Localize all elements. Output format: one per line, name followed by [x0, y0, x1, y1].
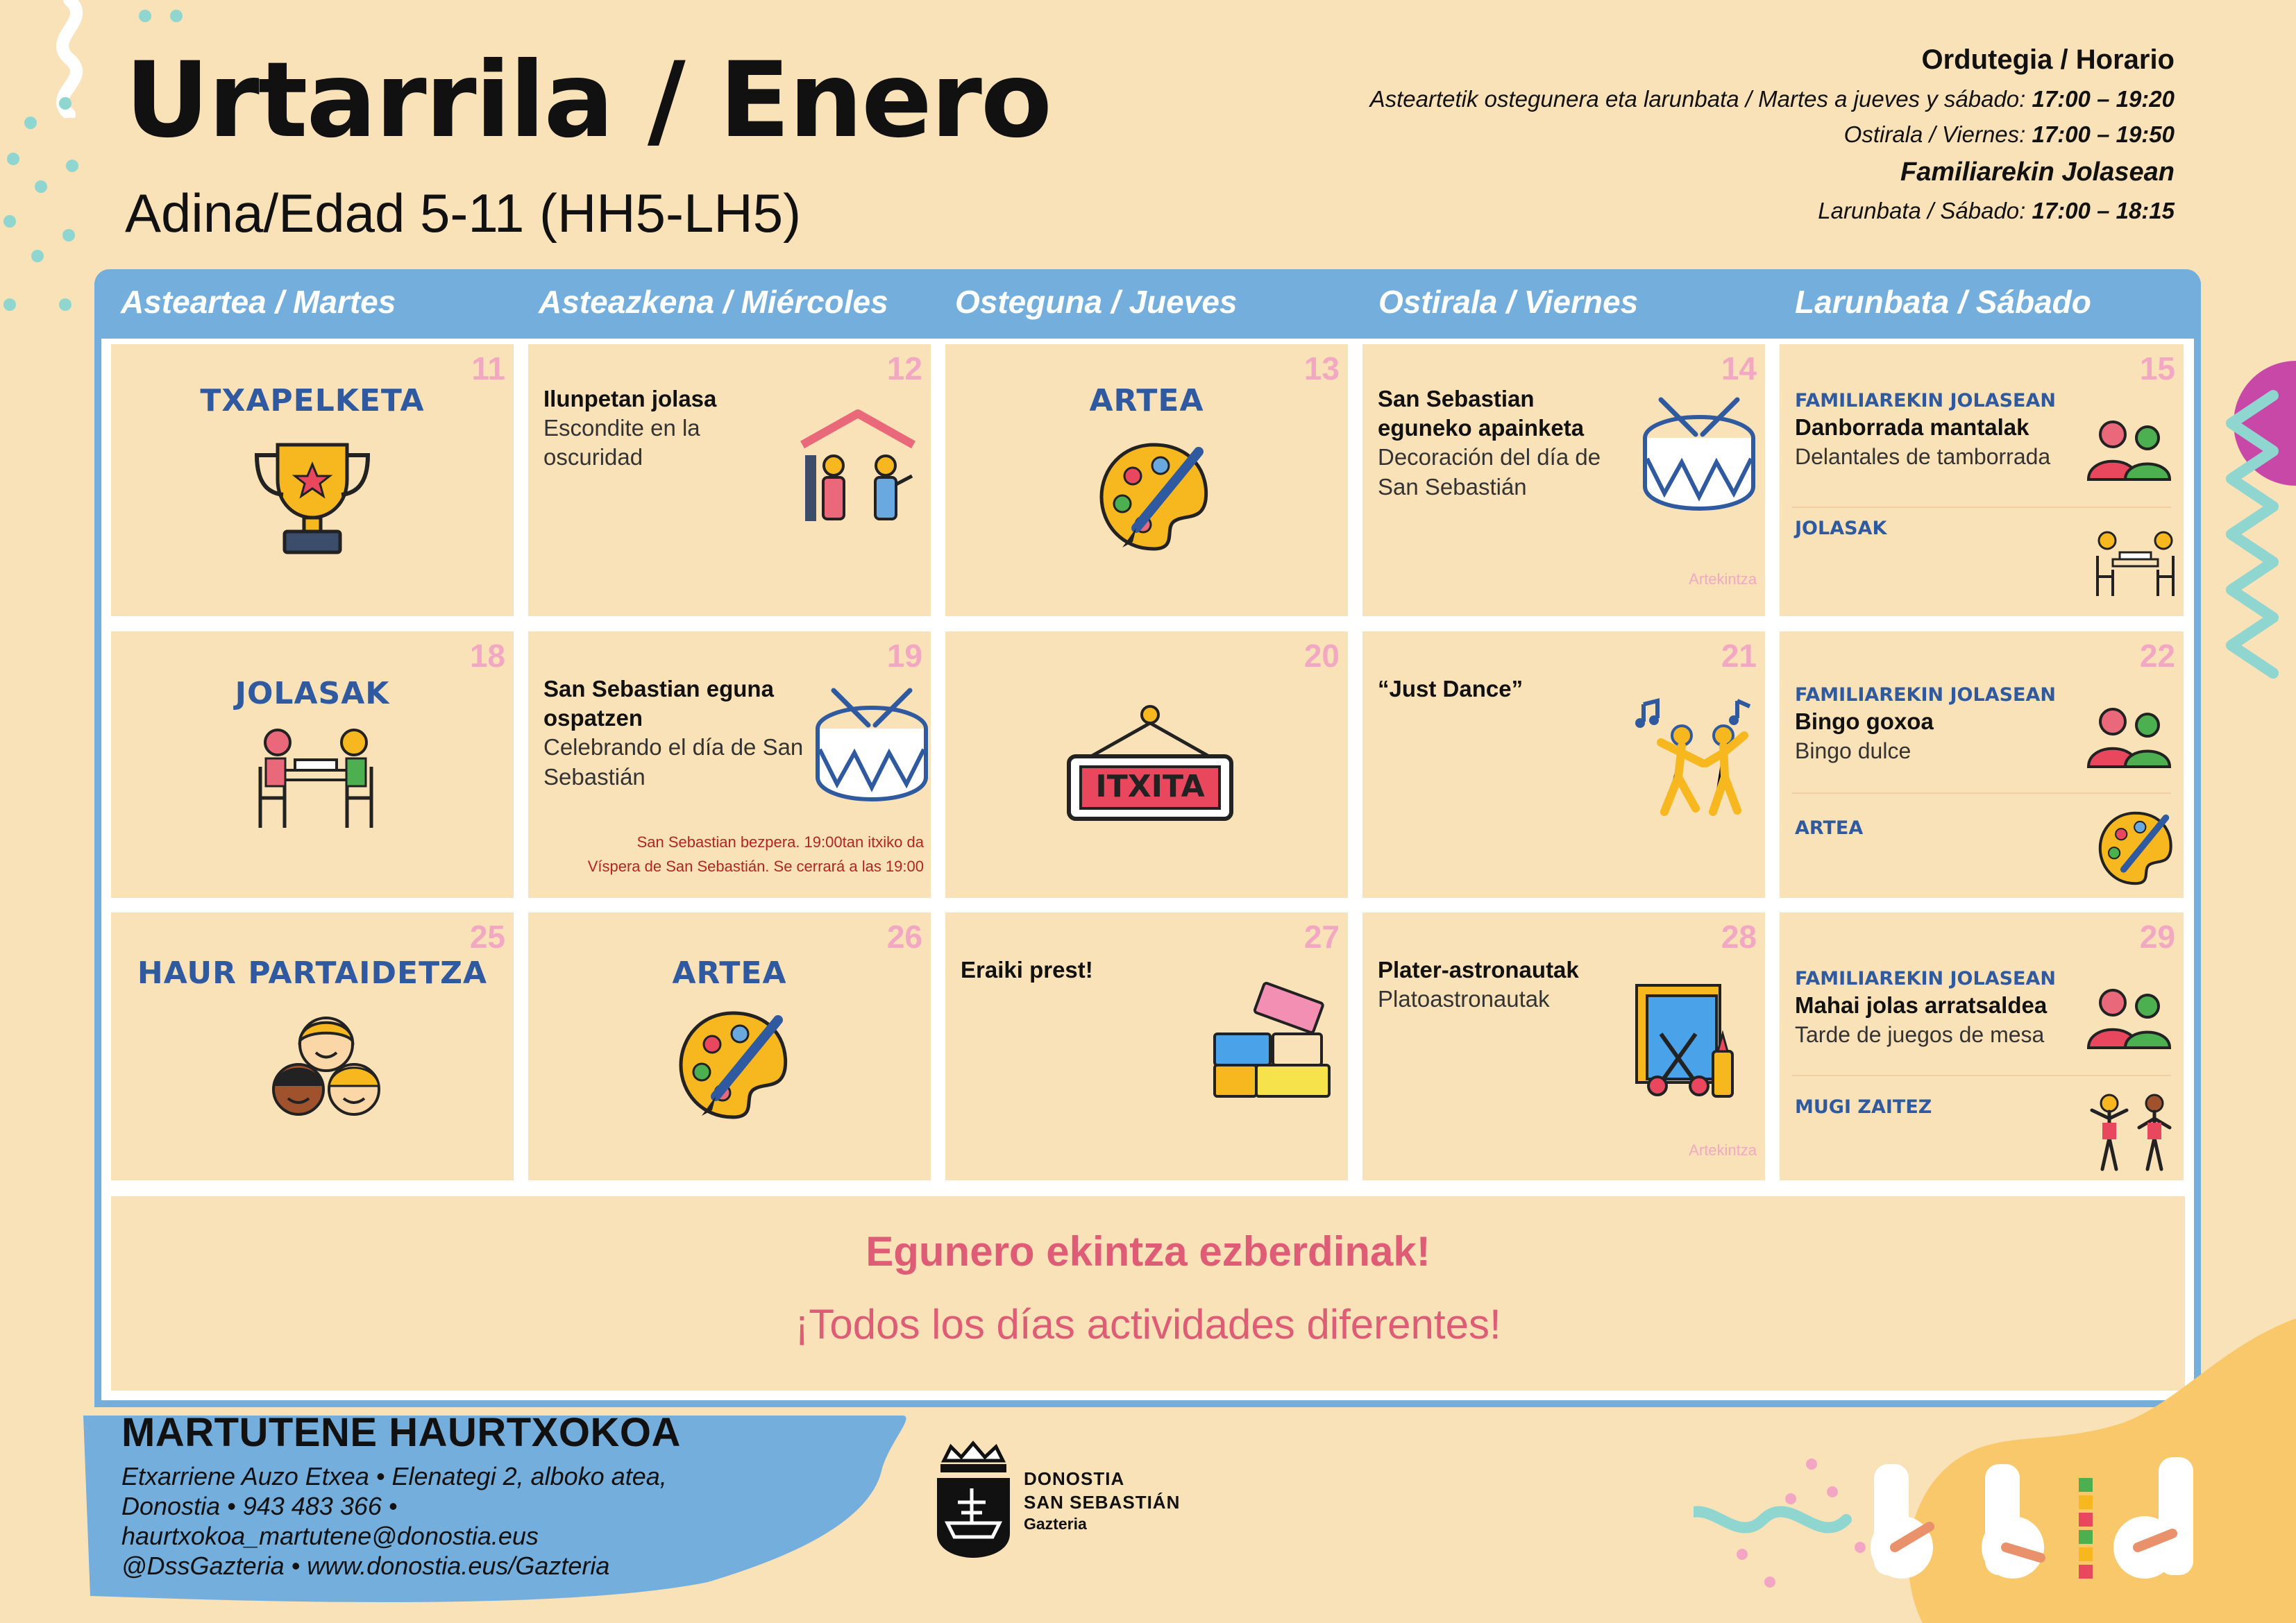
hide-and-seek-icon [795, 407, 920, 525]
event [1378, 674, 1523, 704]
drum-icon [1640, 396, 1758, 514]
hours-family-label: Larunbata / Sábado: [1818, 198, 2026, 224]
day-number: 11 [471, 350, 505, 386]
event-title: Mahai jolas arratsaldea [1795, 992, 2048, 1019]
day-header-friday: Ostirala / Viernes [1378, 284, 1639, 320]
palette-icon [674, 1006, 792, 1124]
day-number: 29 [2139, 919, 2175, 955]
day-cell-28 [1362, 912, 1765, 1180]
event-subtitle: Delantales de tamborrada [1795, 443, 2051, 469]
family-label: FAMILIAREKIN JOLASEAN [1795, 390, 2056, 411]
event-title: San Sebastian eguneko apainketa [1378, 386, 1585, 441]
city-crest-icon [934, 1440, 1013, 1561]
day-cell-29 [1780, 912, 2184, 1180]
board-game-icon [253, 725, 378, 829]
day-number: 27 [1303, 919, 1340, 955]
secondary-category: JOLASAK [1795, 518, 1887, 539]
hours-weekday-time: 17:00 – 19:20 [2032, 86, 2175, 112]
event [961, 955, 1093, 985]
page-title: Urtarrila / Enero [125, 40, 1051, 161]
weekday-header [94, 269, 2201, 339]
day-cell-15 [1780, 344, 2184, 616]
donostia-logo [934, 1440, 1181, 1565]
family-event [1795, 967, 2100, 1050]
family-icon [2085, 985, 2175, 1051]
phone-line: Donostia • 943 483 366 • [121, 1491, 398, 1520]
event-subtitle: Tarde de juegos de mesa [1795, 1021, 2045, 1047]
banner-line-es: ¡Todos los días actividades diferentes! [795, 1301, 1501, 1348]
event-tag: Artekintza [1689, 1141, 1757, 1159]
board-game-icon [2092, 528, 2179, 597]
day-header-saturday: Larunbata / Sábado [1795, 284, 2091, 320]
day-number: 28 [1721, 919, 1757, 955]
banner-line-eu: Egunero ekintza ezberdinak! [866, 1228, 1430, 1275]
closing-note-eu: San Sebastian bezpera. 19:00tan itxiko da [636, 833, 924, 851]
building-blocks-icon [1209, 978, 1334, 1100]
day-cell-25 [111, 912, 514, 1180]
event [543, 384, 752, 473]
day-number: 19 [886, 638, 922, 674]
divider [1792, 1075, 2171, 1076]
day-cell-21 [1362, 631, 1765, 898]
logo-city [1024, 1468, 1180, 1515]
day-cell-12 [528, 344, 931, 616]
logo-dept: Gazteria [1024, 1515, 1087, 1533]
category-label: JOLASAK [235, 676, 390, 711]
event-title: “Just Dance” [1378, 676, 1523, 702]
right-decoration [2207, 347, 2296, 708]
divider [1792, 792, 2171, 794]
day-cell-14 [1362, 344, 1765, 616]
event-subtitle: Decoración del día de San Sebastián [1378, 444, 1601, 500]
family-event [1795, 389, 2086, 472]
family-label: FAMILIAREKIN JOLASEAN [1795, 684, 2056, 706]
category-label: TXAPELKETA [200, 383, 425, 418]
event-tag: Artekintza [1689, 570, 1757, 588]
closing-note-es: Víspera de San Sebastián. Se cerrará a las 19:00 [587, 857, 924, 875]
kids-moving-icon [2085, 1089, 2179, 1173]
event-title: Ilunpetan jolasa [543, 386, 717, 411]
family-heading: Familiarekin Jolasean [1900, 158, 2175, 187]
email-link[interactable]: haurtxokoa_martutene@donostia.eus [121, 1521, 539, 1550]
day-number: 12 [886, 350, 922, 386]
footer-contact [121, 1409, 681, 1581]
day-cell-27 [945, 912, 1348, 1180]
event-title: Plater-astronautak [1378, 957, 1579, 983]
day-number: 15 [2139, 350, 2175, 386]
divider [1792, 507, 2171, 508]
family-icon [2085, 417, 2175, 483]
day-cell-11 [111, 344, 514, 616]
day-number: 14 [1721, 350, 1757, 386]
category-label: ARTEA [672, 955, 787, 991]
closing-note [588, 830, 924, 878]
social-web-line[interactable]: @DssGazteria • www.donostia.eus/Gazteria [121, 1552, 610, 1581]
day-cell-26 [528, 912, 931, 1180]
day-number: 26 [886, 919, 922, 955]
event-subtitle: Escondite en la oscuridad [543, 415, 700, 470]
logo-line-2: SAN SEBASTIÁN [1024, 1491, 1181, 1513]
family-event [1795, 683, 2086, 766]
day-cell-22 [1780, 631, 2184, 898]
hours-friday [1370, 117, 2175, 152]
age-subtitle: Adina/Edad 5-11 (HH5-LH5) [125, 182, 802, 244]
event-subtitle: Celebrando el día de San Sebastián [543, 734, 804, 790]
address-line: Etxarriene Auzo Etxea • Elenategi 2, alboko atea, [121, 1461, 667, 1490]
hours-weekday-label: Asteartetik ostegunera eta larunbata / Martes a jueves y sábado: [1369, 86, 2026, 112]
scissors-and-glue-icon [1633, 978, 1737, 1100]
day-cell-19 [528, 631, 931, 898]
drum-icon [813, 687, 931, 805]
palette-icon [2095, 808, 2175, 888]
day-header-wednesday: Asteazkena / Miércoles [539, 284, 888, 320]
day-number: 22 [2139, 638, 2175, 674]
logo-line-1: DONOSTIA [1024, 1468, 1125, 1489]
closed-sign-text: ITXITA [1095, 769, 1205, 804]
day-cell-13 [945, 344, 1348, 616]
hours-friday-time: 17:00 – 19:50 [2032, 121, 2175, 148]
hours-family [1370, 193, 2175, 228]
category-label: HAUR PARTAIDETZA [137, 955, 488, 991]
day-number: 20 [1303, 638, 1340, 674]
event-title: Bingo goxoa [1795, 708, 1934, 735]
children-icon [264, 1010, 389, 1121]
day-cell-20 [945, 631, 1348, 898]
event-title: Danborrada mantalak [1795, 414, 2029, 441]
family-label: FAMILIAREKIN JOLASEAN [1795, 968, 2056, 989]
secondary-category: ARTEA [1795, 817, 1864, 839]
closed-sign-icon [1063, 704, 1237, 822]
palette-icon [1095, 438, 1213, 556]
hours-friday-label: Ostirala / Viernes: [1843, 121, 2026, 148]
hours-heading: Ordutegia / Horario [1921, 44, 2175, 75]
day-cell-18 [111, 631, 514, 898]
category-label: ARTEA [1089, 383, 1204, 418]
event [1378, 384, 1635, 502]
hours-family-time: 17:00 – 18:15 [2032, 198, 2175, 224]
day-number: 21 [1721, 638, 1757, 674]
family-icon [2085, 704, 2175, 770]
dancers-icon [1633, 694, 1758, 819]
event-subtitle: Platoastronautak [1378, 986, 1550, 1012]
day-number: 25 [469, 919, 505, 955]
footer-right-decoration [1694, 1318, 2296, 1623]
day-number: 18 [469, 638, 505, 674]
schedule-info [1370, 38, 2175, 228]
hours-weekday [1370, 81, 2175, 117]
event-title: Eraiki prest! [961, 957, 1093, 983]
trophy-icon [250, 438, 375, 556]
center-name: MARTUTENE HAURTXOKOA [121, 1410, 681, 1455]
day-number: 13 [1303, 350, 1340, 386]
secondary-category: MUGI ZAITEZ [1795, 1096, 1932, 1118]
day-header-tuesday: Asteartea / Martes [121, 284, 396, 320]
event [543, 674, 807, 792]
event [1378, 955, 1579, 1014]
day-header-thursday: Osteguna / Jueves [955, 284, 1238, 320]
event-subtitle: Bingo dulce [1795, 738, 1911, 763]
event-title: San Sebastian eguna ospatzen [543, 676, 774, 731]
